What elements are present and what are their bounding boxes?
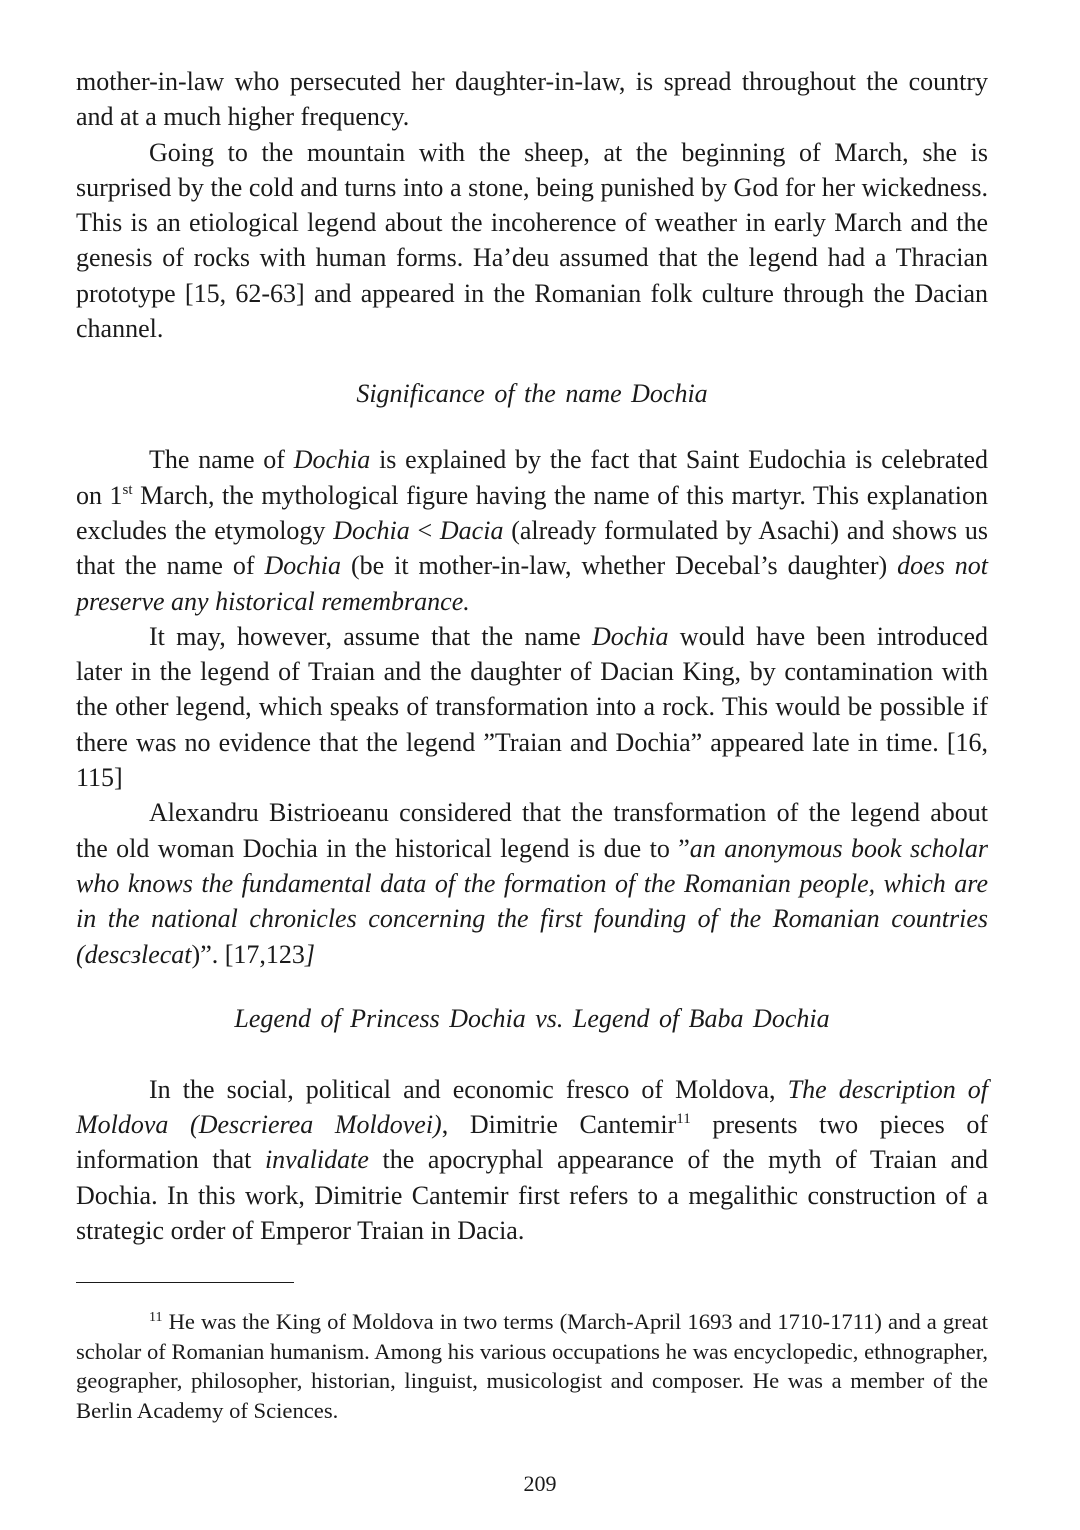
paragraph-continuation: mother-in-law who persecuted her daughter-in-law, is spread throughout the country and at a much higher frequency. [76, 67, 988, 132]
text-run: (already formulated by Asachi) and shows us that the name of [76, 515, 989, 581]
text-run: The name of [149, 445, 294, 475]
italic-run: Dochia [333, 515, 410, 545]
text-run: presents two pieces of information that [76, 1110, 988, 1175]
text-run: would have been introduced later in the legend of Traian and the daughter of Dacian King, by contamination with the other legend, which speaks of transformation into a rock. This would be possible if there was no evidence that the legend ”Traian and Dochia” appeared late in time. [16, 115] [76, 621, 988, 793]
paragraph-name-explanation [76, 442, 988, 618]
text-run: It may, however, assume that the name [149, 621, 592, 651]
italic-quote: an anonymous book scholar who knows the fundamental data of the formation of the Romanian people, which are in the national chronicles concerning the first founding of the Romanian countries (descзlecat [76, 833, 988, 969]
text-run: the apocryphal appearance of the myth of Traian and Dochia. In this work, Dimitrie Cantemir first refers to a megalithic construction of a strategic order of Emperor Traian in Dacia. [76, 1145, 988, 1246]
italic-run: invalidate [264, 1145, 369, 1175]
section-heading-legends: Legend of Princess Dochia vs. Legend of Baba Dochia [234, 1003, 830, 1033]
text-run: (be it mother-in-law, whether Decebal’s daughter) [341, 551, 898, 581]
superscript-ordinal: st [122, 481, 133, 498]
text-run: < [409, 515, 440, 545]
page-number: 209 [523, 1471, 557, 1496]
italic-run: Dochia [293, 445, 371, 475]
text-run: )”. [17,123 [191, 939, 305, 969]
paragraph-contamination [76, 619, 988, 795]
text-run: is explained by the fact that Saint Eudochia is celebrated on 1 [76, 445, 988, 510]
italic-run: Dochia [591, 621, 669, 651]
section-heading-significance: Significance of the name Dochia [356, 379, 708, 409]
text-run: Alexandru Bistrioeanu considered that the transformation of the legend about the old woman Dochia in the historical legend is due to ” [76, 798, 988, 863]
footnote-reference: 11 [676, 1111, 691, 1128]
footnote-text: He was the King of Moldova in two terms (March-April 1693 and 1710-1711) and a great scholar of Romanian humanism. Among his various occupations he was encyclopedic, ethnographer, geographer, philosopher, historian, linguist, musicologist and composer. He was a member of the Berlin Academy of Sciences. [76, 1309, 988, 1423]
italic-run: ] [304, 939, 316, 969]
italic-title: The description of Moldova (Descrierea Moldovei) [76, 1074, 988, 1140]
italic-run: Dacia [439, 515, 504, 545]
footnote-divider [76, 1282, 294, 1283]
italic-run: Dochia [264, 551, 342, 581]
paragraph-mountain-legend: Going to the mountain with the sheep, at the beginning of March, she is surprised by the cold and turns into a stone, being punished by God for her wickedness. This is an etiological legend about the incoherence of weather in early March and the genesis of rocks with human forms. Ha’deu assumed that the legend had a Thracian prototype [15, 62-63] and appeared in the Romanian folk culture through the Dacian channel. [76, 137, 988, 344]
paragraph-bistritoeanu [76, 795, 988, 971]
text-run: March, the mythological figure having the name of this martyr. This explanation excludes the etymology [76, 480, 988, 545]
text-run: , Dimitrie Cantemir [441, 1110, 677, 1140]
paragraph-cantemir [76, 1072, 988, 1248]
italic-run: does not preserve any historical remembrance. [76, 551, 988, 616]
page-body [76, 64, 988, 1425]
text-run: In the social, political and economic fresco of Moldova, [149, 1074, 788, 1104]
footnote [76, 1307, 988, 1425]
footnote-number: 11 [149, 1310, 163, 1326]
